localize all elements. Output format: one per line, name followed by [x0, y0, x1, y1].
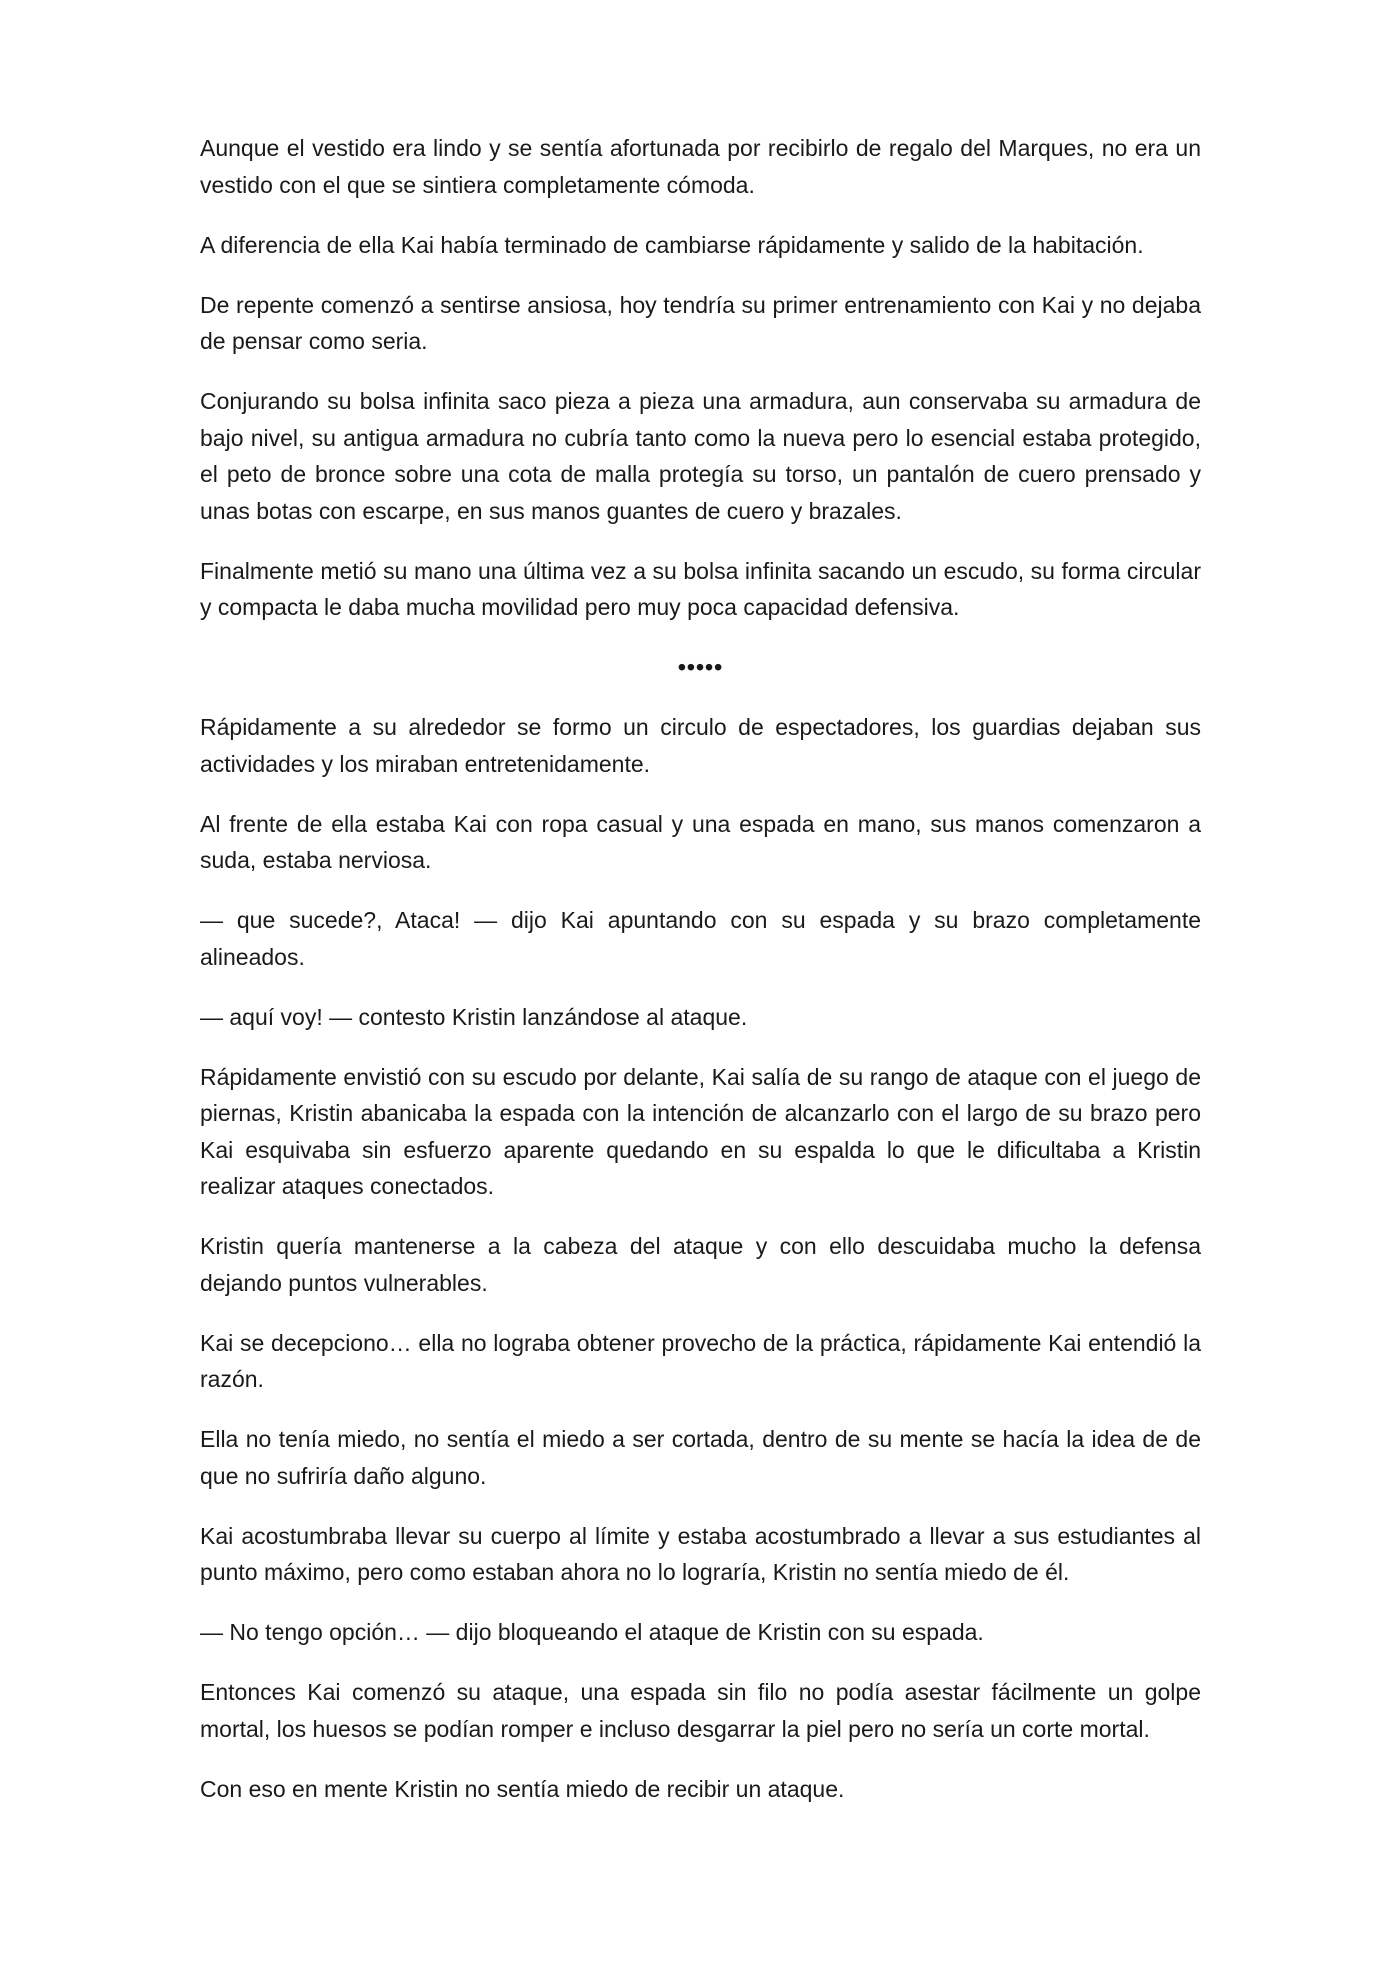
paragraph: Rápidamente envistió con su escudo por delante, Kai salía de su rango de ataque con el juego de piernas, Kristin abanicaba la espada con la intención de alcanzarlo con el largo de su brazo pero Kai esquivaba sin esfuerzo aparente quedando en su espalda lo que le dificultaba a Kristin realizar ataques conectados.	[200, 1063, 1201, 1199]
paragraph: Aunque el vestido era lindo y se sentía afortunada por recibirlo de regalo del Marques, no era un vestido con el que se sintiera completamente cómoda.	[200, 135, 1201, 198]
paragraph: Entonces Kai comenzó su ataque, una espada sin filo no podía asestar fácilmente un golpe mortal, los huesos se podían romper e incluso desgarrar la piel pero no sería un corte mortal.	[200, 1679, 1201, 1742]
dialogue-paragraph: — que sucede?, Ataca! — dijo Kai apuntando con su espada y su brazo completamente alineados.	[200, 907, 1201, 970]
paragraph: Kai acostumbraba llevar su cuerpo al límite y estaba acostumbrado a llevar a sus estudiantes al punto máximo, pero como estaban ahora no lo lograría, Kristin no sentía miedo de él.	[200, 1522, 1201, 1585]
paragraph: A diferencia de ella Kai había terminado de cambiarse rápidamente y salido de la habitación.	[200, 231, 1144, 258]
paragraph: Kai se decepciono… ella no lograba obtener provecho de la práctica, rápidamente Kai entendió la razón.	[200, 1329, 1201, 1392]
paragraph: Rápidamente a su alrededor se formo un circulo de espectadores, los guardias dejaban sus actividades y los miraban entretenidamente.	[200, 714, 1201, 777]
paragraph: De repente comenzó a sentirse ansiosa, hoy tendría su primer entrenamiento con Kai y no dejaba de pensar como seria.	[200, 291, 1201, 354]
dialogue-paragraph: — aquí voy! — contesto Kristin lanzándose al ataque.	[200, 1003, 748, 1030]
document-body	[200, 130, 1201, 1831]
paragraph: Al frente de ella estaba Kai con ropa casual y una espada en mano, sus manos comenzaron a suda, estaba nerviosa.	[200, 810, 1201, 873]
section-separator: •••••	[677, 654, 724, 680]
paragraph: Ella no tenía miedo, no sentía el miedo a ser cortada, dentro de su mente se hacía la idea de de que no sufriría daño alguno.	[200, 1426, 1201, 1489]
paragraph: Conjurando su bolsa infinita saco pieza a pieza una armadura, aun conservaba su armadura de bajo nivel, su antigua armadura no cubría tanto como la nueva pero lo esencial estaba protegido, el peto de bronce sobre una cota de malla protegía su torso, un pantalón de cuero prensado y unas botas con escarpe, en sus manos guantes de cuero y brazales.	[200, 388, 1201, 524]
dialogue-paragraph: — No tengo opción… — dijo bloqueando el ataque de Kristin con su espada.	[200, 1619, 984, 1645]
paragraph: Kristin quería mantenerse a la cabeza del ataque y con ello descuidaba mucho la defensa dejando puntos vulnerables.	[200, 1233, 1201, 1296]
paragraph: Con eso en mente Kristin no sentía miedo de recibir un ataque.	[200, 1775, 845, 1802]
paragraph: Finalmente metió su mano una última vez a su bolsa infinita sacando un escudo, su forma circular y compacta le daba mucha movilidad pero muy poca capacidad defensiva.	[200, 557, 1201, 620]
